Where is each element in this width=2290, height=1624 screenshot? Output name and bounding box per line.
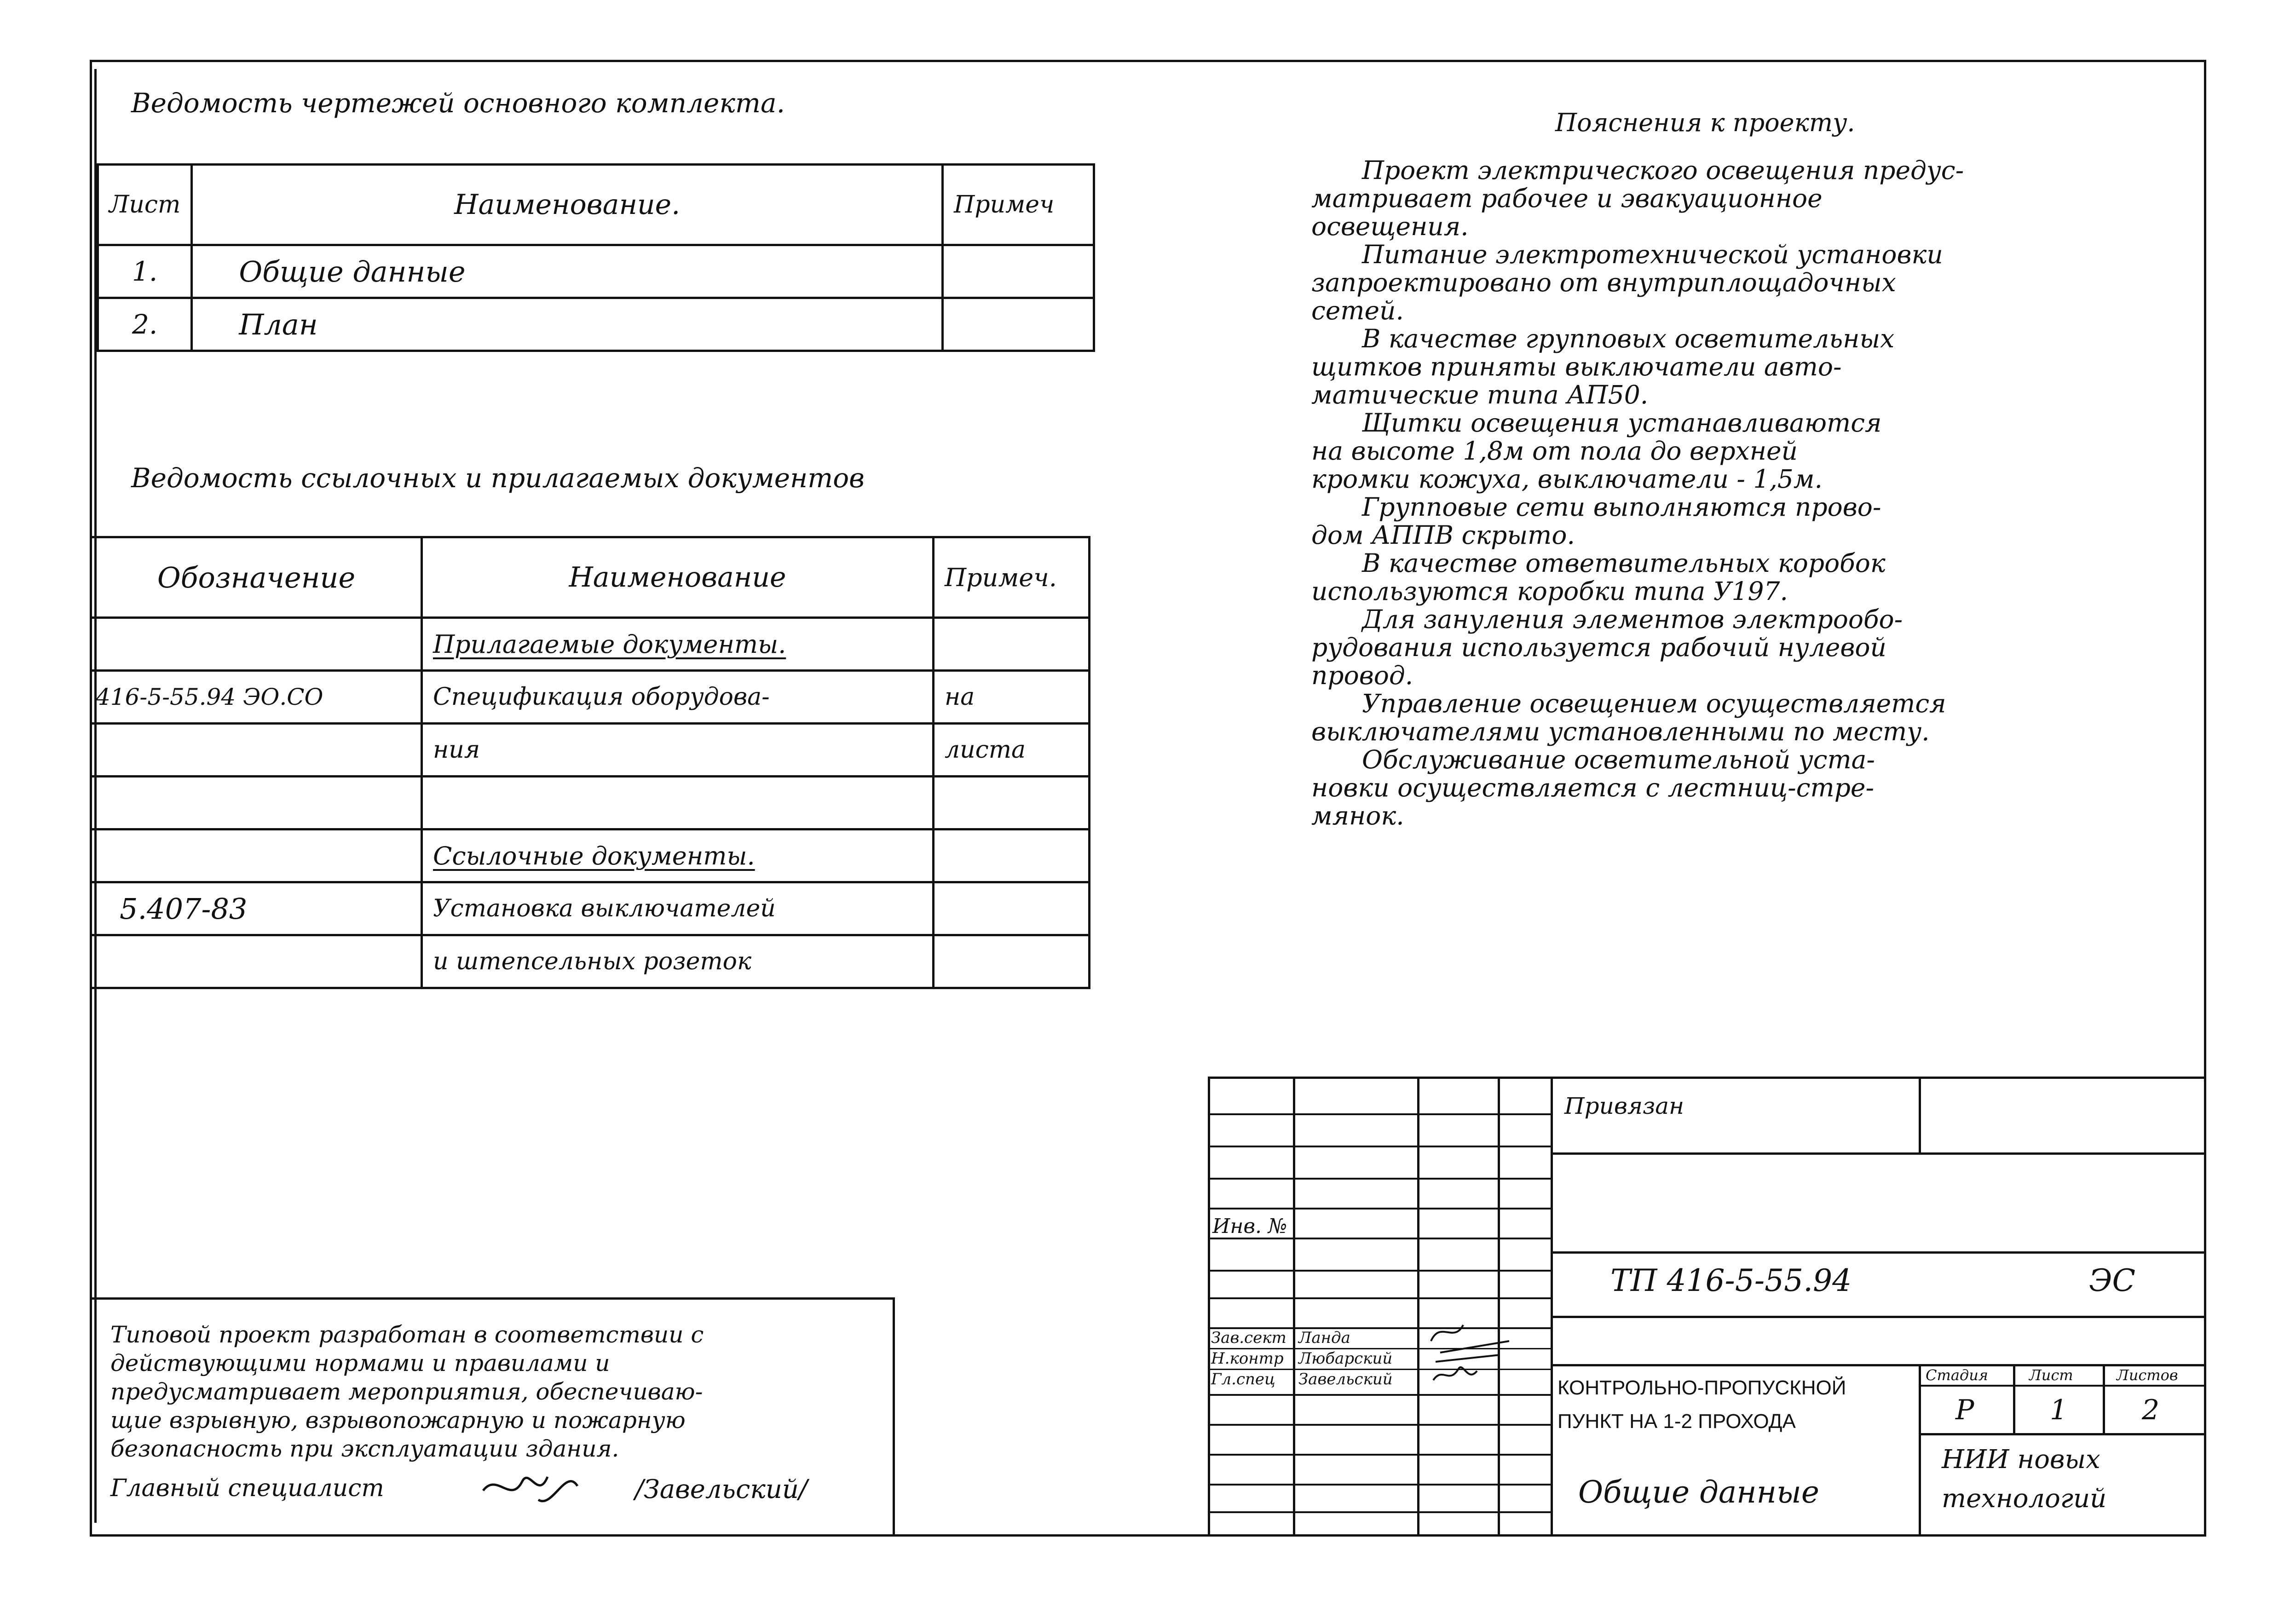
drawings-header-note: Примеч: [943, 165, 1094, 245]
table-row: 5.407-83 Установка выключателей: [91, 882, 1090, 935]
attached-label: Привязан: [1564, 1093, 1684, 1119]
stage-value: Р: [1955, 1394, 1974, 1426]
staff-name: Любарский: [1298, 1349, 1393, 1368]
chief-specialist-signature: [479, 1463, 584, 1514]
object-name-line2: ПУНКТ НА 1-2 ПРОХОДА: [1557, 1410, 1796, 1433]
chief-specialist-role: Главный специалист: [110, 1474, 384, 1502]
notes-line: матические типа АП50.: [1311, 380, 1649, 409]
compliance-line: щие взрывную, взрывопожарную и пожарную: [110, 1407, 686, 1434]
notes-line: Управление освещением осуществляется: [1362, 689, 1946, 718]
notes-line: используются коробки типа У197.: [1311, 576, 1788, 606]
drawing-set-code: ЭС: [2089, 1263, 2135, 1298]
notes-title: Пояснения к проекту.: [1555, 108, 1855, 137]
staff-role: Гл.спец: [1211, 1370, 1275, 1388]
staff-role: Н.контр: [1211, 1349, 1284, 1368]
notes-line: Групповые сети выполняются прово-: [1362, 492, 1881, 522]
compliance-line: Типовой проект разработан в соответствии с: [110, 1321, 704, 1348]
notes-line: рудования используется рабочий нулевой: [1311, 633, 1886, 662]
table-row: Ссылочные документы.: [91, 829, 1090, 882]
staff-role: Зав.сект: [1211, 1329, 1286, 1347]
sheet-title: Общие данные: [1578, 1474, 1819, 1510]
notes-line: дом АППВ скрыто.: [1311, 520, 1575, 550]
table-row: 416-5-55.94 ЭО.СО Спецификация оборудова- на: [91, 671, 1090, 724]
notes-line: щитков приняты выключатели авто-: [1311, 352, 1842, 381]
compliance-line: действующими нормами и правилами и: [110, 1350, 610, 1376]
table-row: ния листа: [91, 724, 1090, 777]
table-row: 1. Общие данные: [98, 245, 1094, 298]
notes-line: Для зануления элементов электрообо-: [1362, 605, 1903, 634]
sheets-label: Листов: [2117, 1366, 2178, 1384]
notes-line: запроектировано от внутриплощадочных: [1311, 268, 1896, 297]
documents-header-name: Наименование: [422, 537, 934, 618]
documents-header-note: Примеч.: [934, 537, 1090, 618]
compliance-text: [110, 1320, 704, 1463]
staff-name: Завельский: [1298, 1370, 1393, 1388]
drawings-header-name: Наименование.: [192, 165, 943, 245]
drawings-header-sheet: Лист: [98, 165, 192, 245]
notes-line: выключателями установленными по месту.: [1311, 717, 1930, 746]
project-code: ТП 416-5-55.94: [1610, 1263, 1852, 1298]
compliance-line: предусматривает мероприятия, обеспечиваю-: [110, 1378, 703, 1405]
notes-line: В качестве ответвительных коробок: [1362, 548, 1886, 578]
table-row: Прилагаемые документы.: [91, 618, 1090, 671]
notes-body: [1311, 156, 1964, 830]
notes-line: Обслуживание осветительной уста-: [1362, 745, 1875, 774]
notes-line: Проект электрического освещения предус-: [1362, 155, 1964, 185]
object-name-line1: КОНТРОЛЬНО-ПРОПУСКНОЙ: [1557, 1376, 1846, 1399]
table-row: 2. План: [98, 298, 1094, 351]
sheet-value: 1: [2050, 1394, 2068, 1426]
notes-line: на высоте 1,8м от пола до верхней: [1311, 436, 1798, 466]
notes-line: матривает рабочее и эвакуационное: [1311, 184, 1823, 213]
organization-line2: технологий: [1942, 1484, 2107, 1514]
documents-table: [90, 536, 1090, 989]
inventory-number-label: Инв. №: [1212, 1215, 1287, 1238]
notes-line: новки осуществляется с лестниц-стре-: [1311, 773, 1875, 802]
notes-line: Питание электротехнической установки: [1362, 240, 1943, 269]
drawings-table: [97, 163, 1095, 352]
notes-line: провод.: [1311, 661, 1413, 690]
table-row: и штепсельных розеток: [91, 935, 1090, 988]
documents-header-designation: Обозначение: [91, 537, 422, 618]
notes-line: кромки кожуха, выключатели - 1,5м.: [1311, 464, 1823, 494]
table-row: [91, 777, 1090, 829]
sheet-label: Лист: [2029, 1366, 2073, 1384]
sheets-value: 2: [2142, 1394, 2160, 1426]
notes-line: мянок.: [1311, 801, 1404, 830]
chief-specialist-name: /Завельский/: [635, 1474, 808, 1504]
drawings-list-title: Ведомость чертежей основного комплекта.: [131, 87, 785, 119]
organization-line1: НИИ новых: [1942, 1445, 2100, 1474]
stage-label: Стадия: [1926, 1366, 1988, 1384]
notes-line: В качестве групповых осветительных: [1362, 324, 1895, 353]
staff-signatures: [1422, 1316, 1523, 1389]
documents-list-title: Ведомость ссылочных и прилагаемых документов: [131, 462, 865, 494]
compliance-line: безопасность при эксплуатации здания.: [110, 1435, 619, 1462]
notes-line: сетей.: [1311, 296, 1404, 325]
notes-line: освещения.: [1311, 212, 1469, 241]
staff-name: Ланда: [1298, 1329, 1350, 1347]
notes-line: Щитки освещения устанавливаются: [1362, 408, 1882, 438]
